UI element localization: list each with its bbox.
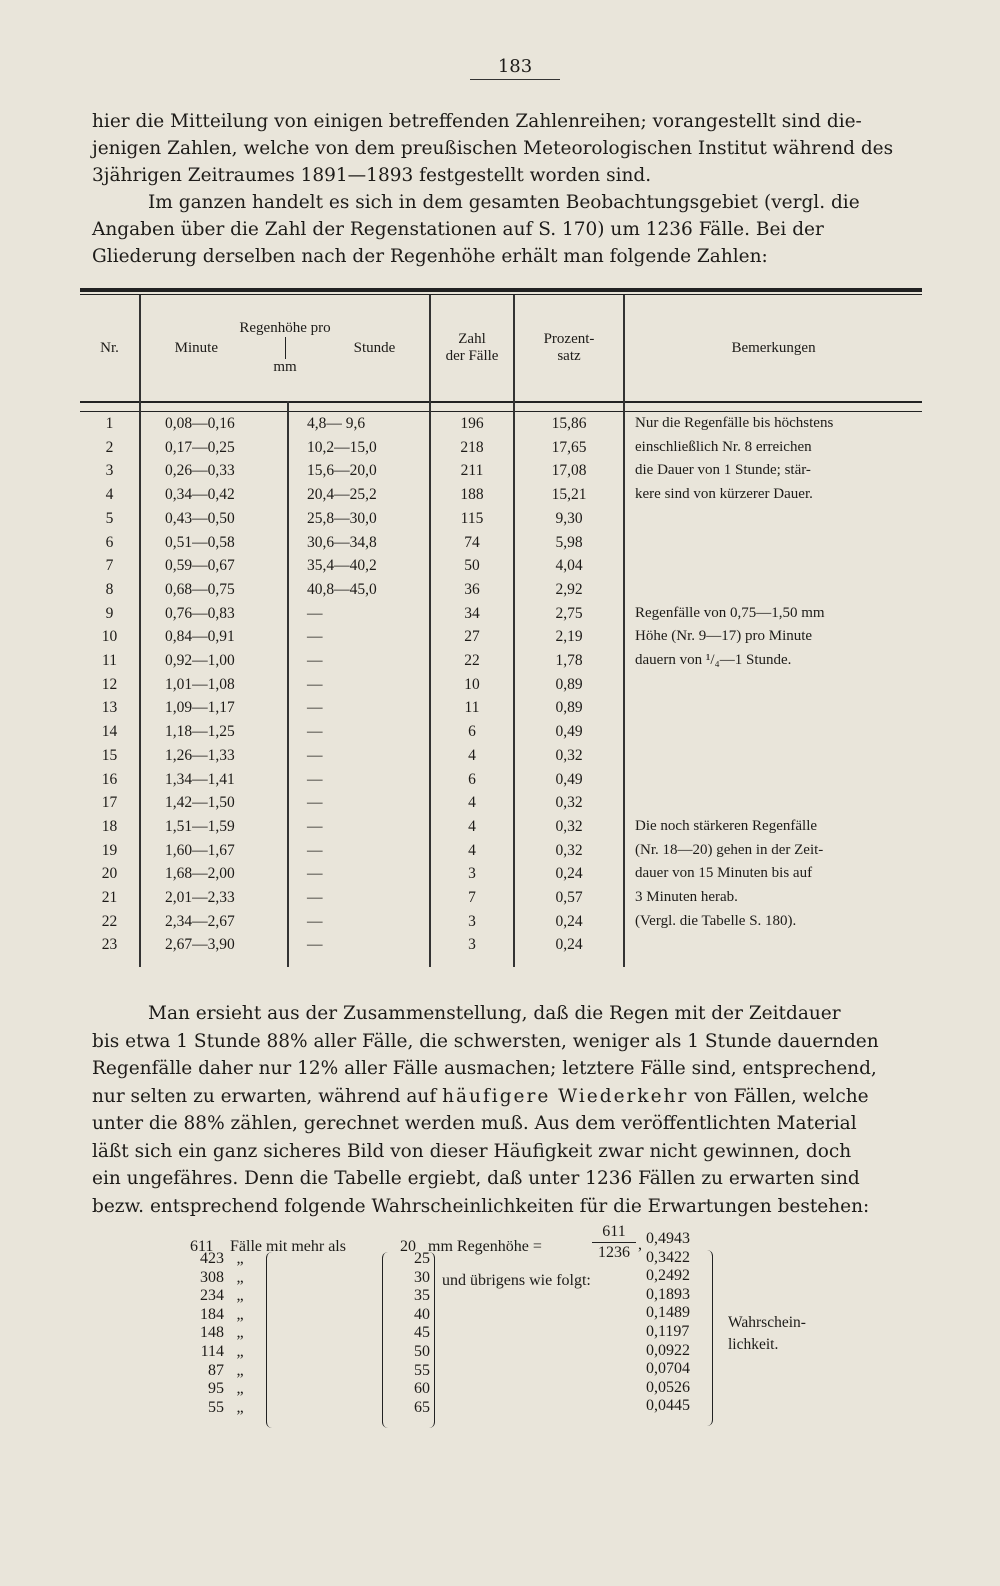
cell-minute: 1,34—1,41 bbox=[140, 768, 288, 792]
table-row bbox=[80, 649, 922, 673]
table-row bbox=[80, 531, 922, 555]
table-row bbox=[80, 625, 922, 649]
cell-nr: 20 bbox=[80, 862, 140, 886]
table-row bbox=[80, 412, 922, 436]
cell-nr: 1 bbox=[80, 412, 140, 436]
cell-minute: 1,60—1,67 bbox=[140, 839, 288, 863]
text-line: unter die 88% zählen, gerechnet werden muß. Aus dem veröffentlichten Material bbox=[92, 1113, 857, 1134]
cell-minute: 1,26—1,33 bbox=[140, 744, 288, 768]
cell-bemerkung bbox=[624, 744, 922, 768]
table-row bbox=[80, 436, 922, 460]
probability-value: 0,4943 bbox=[646, 1230, 690, 1247]
cell-nr: 14 bbox=[80, 720, 140, 744]
cell-minute: 1,42—1,50 bbox=[140, 791, 288, 815]
header-unit: mm bbox=[273, 359, 297, 375]
text-line: Gliederung derselben nach der Regenhöhe erhält man folgende Zahlen: bbox=[92, 246, 768, 267]
cell-minute: 0,08—0,16 bbox=[140, 412, 288, 436]
cell-prozent: 0,57 bbox=[514, 886, 624, 910]
fraction bbox=[592, 1222, 636, 1263]
cell-stunde: — bbox=[288, 886, 430, 910]
cell-minute: 1,51—1,59 bbox=[140, 815, 288, 839]
cell-bemerkung: (Vergl. die Tabelle S. 180). bbox=[635, 912, 797, 929]
cell-prozent: 4,04 bbox=[514, 554, 624, 578]
cell-minute: 1,01—1,08 bbox=[140, 673, 288, 697]
cell-nr: 12 bbox=[80, 673, 140, 697]
ditto-mark: „ bbox=[236, 1398, 244, 1416]
cell-bemerkung bbox=[624, 791, 922, 815]
first-mm-text: mm Regenhöhe = bbox=[428, 1238, 542, 1255]
cell-bemerkung bbox=[624, 696, 922, 720]
page-number: 183 bbox=[470, 56, 560, 80]
cell-nr: 22 bbox=[80, 910, 140, 934]
ditto-mark: „ bbox=[236, 1287, 244, 1305]
brace-mm-left bbox=[382, 1252, 391, 1428]
cell-zahl: 188 bbox=[430, 483, 514, 507]
count-value: 308 bbox=[200, 1268, 224, 1286]
header-zahl bbox=[430, 295, 514, 402]
cell-zahl: 196 bbox=[430, 412, 514, 436]
cell-zahl: 36 bbox=[430, 578, 514, 602]
cell-prozent: 2,92 bbox=[514, 578, 624, 602]
count-value: 95 bbox=[208, 1380, 224, 1398]
cell-nr: 23 bbox=[80, 933, 140, 957]
cell-stunde: — bbox=[288, 910, 430, 934]
table-row bbox=[80, 554, 922, 578]
table-end-row bbox=[80, 957, 922, 967]
mm-value: 40 bbox=[414, 1305, 430, 1323]
cell-bemerkung bbox=[624, 507, 922, 531]
probability-value: 0,0445 bbox=[646, 1397, 690, 1415]
first-text: Fälle mit mehr als bbox=[230, 1238, 346, 1255]
cell-zahl: 50 bbox=[430, 554, 514, 578]
cell-bemerkung bbox=[624, 578, 922, 602]
cell-nr: 5 bbox=[80, 507, 140, 531]
cell-stunde: — bbox=[288, 649, 430, 673]
cell-stunde: 40,8—45,0 bbox=[288, 578, 430, 602]
cell-stunde: — bbox=[288, 673, 430, 697]
cell-minute: 1,68—2,00 bbox=[140, 862, 288, 886]
table-row bbox=[80, 483, 922, 507]
header-zahl-2: der Fälle bbox=[445, 348, 499, 364]
cell-bemerkung: Nur die Regenfälle bis höchstens bbox=[635, 415, 834, 431]
cell-bemerkung: Höhe (Nr. 9—17) pro Minute bbox=[635, 628, 813, 645]
cell-zahl: 3 bbox=[430, 910, 514, 934]
text-line: jenigen Zahlen, welche von dem preußischen Meteorologischen Institut während des bbox=[92, 138, 894, 159]
cell-bemerkung bbox=[624, 768, 922, 792]
cell-zahl: 3 bbox=[430, 862, 514, 886]
brace-right bbox=[704, 1250, 713, 1426]
cell-bemerkung: dauer von 15 Minuten bis auf bbox=[635, 865, 813, 882]
probability-value: 0,2492 bbox=[646, 1267, 690, 1285]
cell-minute: 0,43—0,50 bbox=[140, 507, 288, 531]
ditto-mark: „ bbox=[236, 1324, 244, 1342]
cell-zahl: 211 bbox=[430, 459, 514, 483]
text-line: läßt sich ein ganz sicheres Bild von dieser Häufigkeit zwar nicht gewinnen, doch bbox=[92, 1140, 852, 1162]
count-value: 87 bbox=[208, 1361, 224, 1379]
fraction-comma: , bbox=[638, 1236, 642, 1253]
cell-minute: 1,09—1,17 bbox=[140, 696, 288, 720]
ditto-mark: „ bbox=[236, 1380, 244, 1398]
cell-stunde: — bbox=[288, 602, 430, 626]
cell-minute: 2,01—2,33 bbox=[140, 886, 288, 910]
text-line: bis etwa 1 Stunde 88% aller Fälle, die schwersten, weniger als 1 Stunde dauernden bbox=[92, 1030, 879, 1052]
probability-value: 0,0922 bbox=[646, 1341, 690, 1359]
cell-prozent: 0,24 bbox=[514, 910, 624, 934]
cell-zahl: 6 bbox=[430, 720, 514, 744]
cell-stunde: — bbox=[288, 768, 430, 792]
cell-zahl: 6 bbox=[430, 768, 514, 792]
text-span: nur selten zu erwarten, während auf bbox=[92, 1085, 437, 1107]
cell-prozent: 0,24 bbox=[514, 862, 624, 886]
cell-prozent: 0,49 bbox=[514, 720, 624, 744]
cell-stunde: 30,6—34,8 bbox=[288, 531, 430, 555]
header-prozent-1: Prozent- bbox=[543, 331, 595, 347]
cell-nr: 19 bbox=[80, 839, 140, 863]
cell-zahl: 115 bbox=[430, 507, 514, 531]
label-line: Wahrschein- bbox=[728, 1314, 806, 1331]
cell-nr: 7 bbox=[80, 554, 140, 578]
cell-bemerkung bbox=[624, 673, 922, 697]
mm-value: 35 bbox=[414, 1287, 430, 1305]
cell-prozent: 2,75 bbox=[514, 602, 624, 626]
mm-value: 30 bbox=[414, 1268, 430, 1286]
header-minute: Minute bbox=[174, 339, 218, 356]
table-row bbox=[80, 507, 922, 531]
cell-prozent: 17,65 bbox=[514, 436, 624, 460]
cell-nr: 4 bbox=[80, 483, 140, 507]
cell-zahl: 74 bbox=[430, 531, 514, 555]
cell-zahl: 7 bbox=[430, 886, 514, 910]
cell-prozent: 0,32 bbox=[514, 839, 624, 863]
cell-stunde: — bbox=[288, 933, 430, 957]
text-line: bezw. entsprechend folgende Wahrscheinlichkeiten für die Erwartungen bestehen: bbox=[92, 1195, 870, 1217]
cell-prozent: 0,24 bbox=[514, 933, 624, 957]
header-regenhoehe bbox=[140, 295, 430, 402]
cell-nr: 15 bbox=[80, 744, 140, 768]
table-row bbox=[80, 791, 922, 815]
mm-value: 45 bbox=[414, 1324, 430, 1342]
cell-zahl: 4 bbox=[430, 815, 514, 839]
cell-nr: 21 bbox=[80, 886, 140, 910]
cell-minute: 0,76—0,83 bbox=[140, 602, 288, 626]
cell-zahl: 11 bbox=[430, 696, 514, 720]
first-mm: 20 bbox=[400, 1238, 416, 1255]
cell-stunde: 25,8—30,0 bbox=[288, 507, 430, 531]
cell-prozent: 9,30 bbox=[514, 507, 624, 531]
cell-zahl: 10 bbox=[430, 673, 514, 697]
cell-minute: 0,34—0,42 bbox=[140, 483, 288, 507]
cell-nr: 10 bbox=[80, 625, 140, 649]
cell-nr: 9 bbox=[80, 602, 140, 626]
cell-prozent: 15,21 bbox=[514, 483, 624, 507]
rain-height-table bbox=[80, 295, 922, 967]
mm-value: 55 bbox=[414, 1361, 430, 1379]
cell-stunde: — bbox=[288, 744, 430, 768]
cell-stunde: 4,8— 9,6 bbox=[288, 412, 430, 436]
header-regenhoehe-label: Regenhöhe pro bbox=[239, 320, 331, 336]
table-row bbox=[80, 933, 922, 957]
mm-value: 65 bbox=[414, 1398, 430, 1416]
header-prozent-2: satz bbox=[557, 348, 581, 364]
fraction-numerator: 611 bbox=[592, 1222, 636, 1243]
count-value: 148 bbox=[200, 1324, 224, 1342]
rest-text: und übrigens wie folgt: bbox=[442, 1272, 591, 1289]
cell-bemerkung: Die noch stärkeren Regenfälle bbox=[635, 817, 818, 834]
table-row bbox=[80, 910, 922, 934]
rain-table bbox=[80, 288, 922, 967]
table-top-rule bbox=[80, 288, 922, 292]
cell-stunde: — bbox=[288, 720, 430, 744]
cell-bemerkung: die Dauer von 1 Stunde; stär- bbox=[635, 462, 811, 479]
count-value: 55 bbox=[208, 1398, 224, 1416]
count-value: 184 bbox=[200, 1305, 224, 1323]
header-subcolumns bbox=[141, 337, 429, 359]
text-line: Regenfälle daher nur 12% aller Fälle ausmachen; letztere Fälle sind, entsprechend, bbox=[92, 1058, 877, 1079]
emphasis-span: häufigere Wiederkehr bbox=[442, 1085, 689, 1107]
mm-value: 50 bbox=[414, 1342, 430, 1360]
cell-stunde: 35,4—40,2 bbox=[288, 554, 430, 578]
cell-bemerkung bbox=[624, 554, 922, 578]
cell-minute: 0,84—0,91 bbox=[140, 625, 288, 649]
text-line: 3jährigen Zeitraumes 1891—1893 festgestellt worden sind. bbox=[92, 165, 652, 186]
table-row bbox=[80, 815, 922, 839]
cell-stunde: — bbox=[288, 815, 430, 839]
probability-value: 0,3422 bbox=[646, 1248, 690, 1266]
table-row bbox=[80, 602, 922, 626]
cell-stunde: 10,2—15,0 bbox=[288, 436, 430, 460]
cell-bemerkung bbox=[624, 720, 922, 744]
ditto-mark: „ bbox=[236, 1361, 244, 1379]
mm-column bbox=[394, 1250, 430, 1417]
cell-minute: 2,34—2,67 bbox=[140, 910, 288, 934]
cell-minute: 2,67—3,90 bbox=[140, 933, 288, 957]
cell-zahl: 34 bbox=[430, 602, 514, 626]
cell-minute: 0,17—0,25 bbox=[140, 436, 288, 460]
cell-stunde: — bbox=[288, 791, 430, 815]
cell-prozent: 17,08 bbox=[514, 459, 624, 483]
header-zahl-1: Zahl bbox=[458, 331, 486, 347]
cell-minute: 0,26—0,33 bbox=[140, 459, 288, 483]
text-span: Im ganzen handelt es sich in dem gesamten Beobachtungsgebiet (vergl. die bbox=[148, 192, 860, 213]
brace-left bbox=[266, 1252, 275, 1428]
text-line bbox=[92, 1083, 919, 1111]
count-column bbox=[172, 1250, 224, 1417]
mm-value: 60 bbox=[414, 1380, 430, 1398]
table-header-row bbox=[80, 295, 922, 402]
cell-zahl: 22 bbox=[430, 649, 514, 673]
probability-label bbox=[728, 1312, 838, 1356]
table-row bbox=[80, 673, 922, 697]
probability-block bbox=[172, 1222, 872, 1442]
probability-value: 0,1489 bbox=[646, 1304, 690, 1322]
table-row bbox=[80, 720, 922, 744]
ditto-mark: „ bbox=[236, 1250, 244, 1267]
header-nr: Nr. bbox=[80, 295, 140, 402]
text-line bbox=[92, 1000, 919, 1028]
cell-stunde: 20,4—25,2 bbox=[288, 483, 430, 507]
cell-nr: 17 bbox=[80, 791, 140, 815]
cell-zahl: 4 bbox=[430, 744, 514, 768]
first-count: 611 bbox=[190, 1238, 214, 1255]
cell-prozent: 0,32 bbox=[514, 815, 624, 839]
table-row bbox=[80, 696, 922, 720]
table-row bbox=[80, 862, 922, 886]
cell-prozent: 0,32 bbox=[514, 791, 624, 815]
cell-bemerkung bbox=[624, 933, 922, 957]
table-row bbox=[80, 459, 922, 483]
cell-zahl: 4 bbox=[430, 839, 514, 863]
cell-bemerkung: Regenfälle von 0,75—1,50 mm bbox=[635, 604, 825, 621]
cell-stunde: — bbox=[288, 862, 430, 886]
cell-bemerkung: 3 Minuten herab. bbox=[635, 889, 738, 906]
cell-bemerkung: einschließlich Nr. 8 erreichen bbox=[635, 438, 812, 455]
probability-column bbox=[646, 1230, 712, 1416]
cell-zahl: 218 bbox=[430, 436, 514, 460]
cell-zahl: 3 bbox=[430, 933, 514, 957]
count-value: 114 bbox=[200, 1342, 224, 1360]
cell-prozent: 0,89 bbox=[514, 696, 624, 720]
cell-stunde: — bbox=[288, 839, 430, 863]
mm-value: 25 bbox=[414, 1250, 430, 1267]
cell-zahl: 27 bbox=[430, 625, 514, 649]
cell-minute: 0,51—0,58 bbox=[140, 531, 288, 555]
header-rule-row bbox=[80, 402, 922, 412]
ditto-mark: „ bbox=[236, 1305, 244, 1323]
cell-nr: 16 bbox=[80, 768, 140, 792]
count-value: 234 bbox=[200, 1287, 224, 1305]
cell-prozent: 1,78 bbox=[514, 649, 624, 673]
text-line: hier die Mitteilung von einigen betreffenden Zahlenreihen; vorangestellt sind die- bbox=[92, 111, 862, 132]
text-line: Angaben über die Zahl der Regenstationen auf S. 170) um 1236 Fälle. Bei der bbox=[92, 219, 824, 240]
cell-bemerkung: kere sind von kürzerer Dauer. bbox=[635, 486, 813, 503]
cell-zahl: 4 bbox=[430, 791, 514, 815]
table-body bbox=[80, 402, 922, 967]
label-line: lichkeit. bbox=[728, 1336, 779, 1353]
cell-nr: 11 bbox=[80, 649, 140, 673]
cell-bemerkung: (Nr. 18—20) gehen in der Zeit- bbox=[635, 841, 824, 858]
probability-value: 0,0526 bbox=[646, 1378, 690, 1396]
cell-prozent: 2,19 bbox=[514, 625, 624, 649]
fraction-denominator: 1236 bbox=[598, 1244, 630, 1261]
cell-stunde: — bbox=[288, 696, 430, 720]
brace-mm-right bbox=[426, 1252, 435, 1428]
header-divider bbox=[285, 337, 286, 359]
cell-nr: 18 bbox=[80, 815, 140, 839]
cell-minute: 1,18—1,25 bbox=[140, 720, 288, 744]
header-stunde: Stunde bbox=[353, 339, 396, 356]
cell-prozent: 0,89 bbox=[514, 673, 624, 697]
cell-nr: 3 bbox=[80, 459, 140, 483]
table-row bbox=[80, 578, 922, 602]
text-span: von Fällen, welche bbox=[694, 1085, 869, 1107]
cell-stunde: — bbox=[288, 625, 430, 649]
intro-paragraph bbox=[92, 108, 919, 270]
header-prozent bbox=[514, 295, 624, 402]
text-span: Man ersieht aus der Zusammenstellung, daß die Regen mit der Zeitdauer bbox=[148, 1003, 841, 1024]
cell-prozent: 0,49 bbox=[514, 768, 624, 792]
analysis-paragraph bbox=[92, 1000, 919, 1220]
cell-minute: 0,59—0,67 bbox=[140, 554, 288, 578]
text-line bbox=[92, 189, 919, 216]
cell-minute: 0,92—1,00 bbox=[140, 649, 288, 673]
text-line: ein ungefähres. Denn die Tabelle ergiebt, daß unter 1236 Fällen zu erwarten sind bbox=[92, 1168, 860, 1189]
table-row bbox=[80, 744, 922, 768]
cell-nr: 2 bbox=[80, 436, 140, 460]
header-bemerkungen: Bemerkungen bbox=[731, 339, 816, 356]
cell-minute: 0,68—0,75 bbox=[140, 578, 288, 602]
table-row bbox=[80, 839, 922, 863]
cell-prozent: 0,32 bbox=[514, 744, 624, 768]
cell-nr: 6 bbox=[80, 531, 140, 555]
table-row bbox=[80, 768, 922, 792]
cell-bemerkung: dauern von ¹/₄—1 Stunde. bbox=[635, 652, 792, 669]
ditto-mark: „ bbox=[236, 1268, 244, 1286]
ditto-column bbox=[230, 1250, 250, 1417]
cell-nr: 8 bbox=[80, 578, 140, 602]
table-row bbox=[80, 886, 922, 910]
ditto-mark: „ bbox=[236, 1342, 244, 1360]
cell-nr: 13 bbox=[80, 696, 140, 720]
cell-prozent: 15,86 bbox=[514, 412, 624, 436]
cell-stunde: 15,6—20,0 bbox=[288, 459, 430, 483]
cell-prozent: 5,98 bbox=[514, 531, 624, 555]
probability-value: 0,1893 bbox=[646, 1285, 690, 1303]
probability-value: 0,1197 bbox=[646, 1322, 690, 1340]
count-value: 423 bbox=[200, 1250, 224, 1267]
probability-value: 0,0704 bbox=[646, 1360, 690, 1378]
cell-bemerkung bbox=[624, 531, 922, 555]
